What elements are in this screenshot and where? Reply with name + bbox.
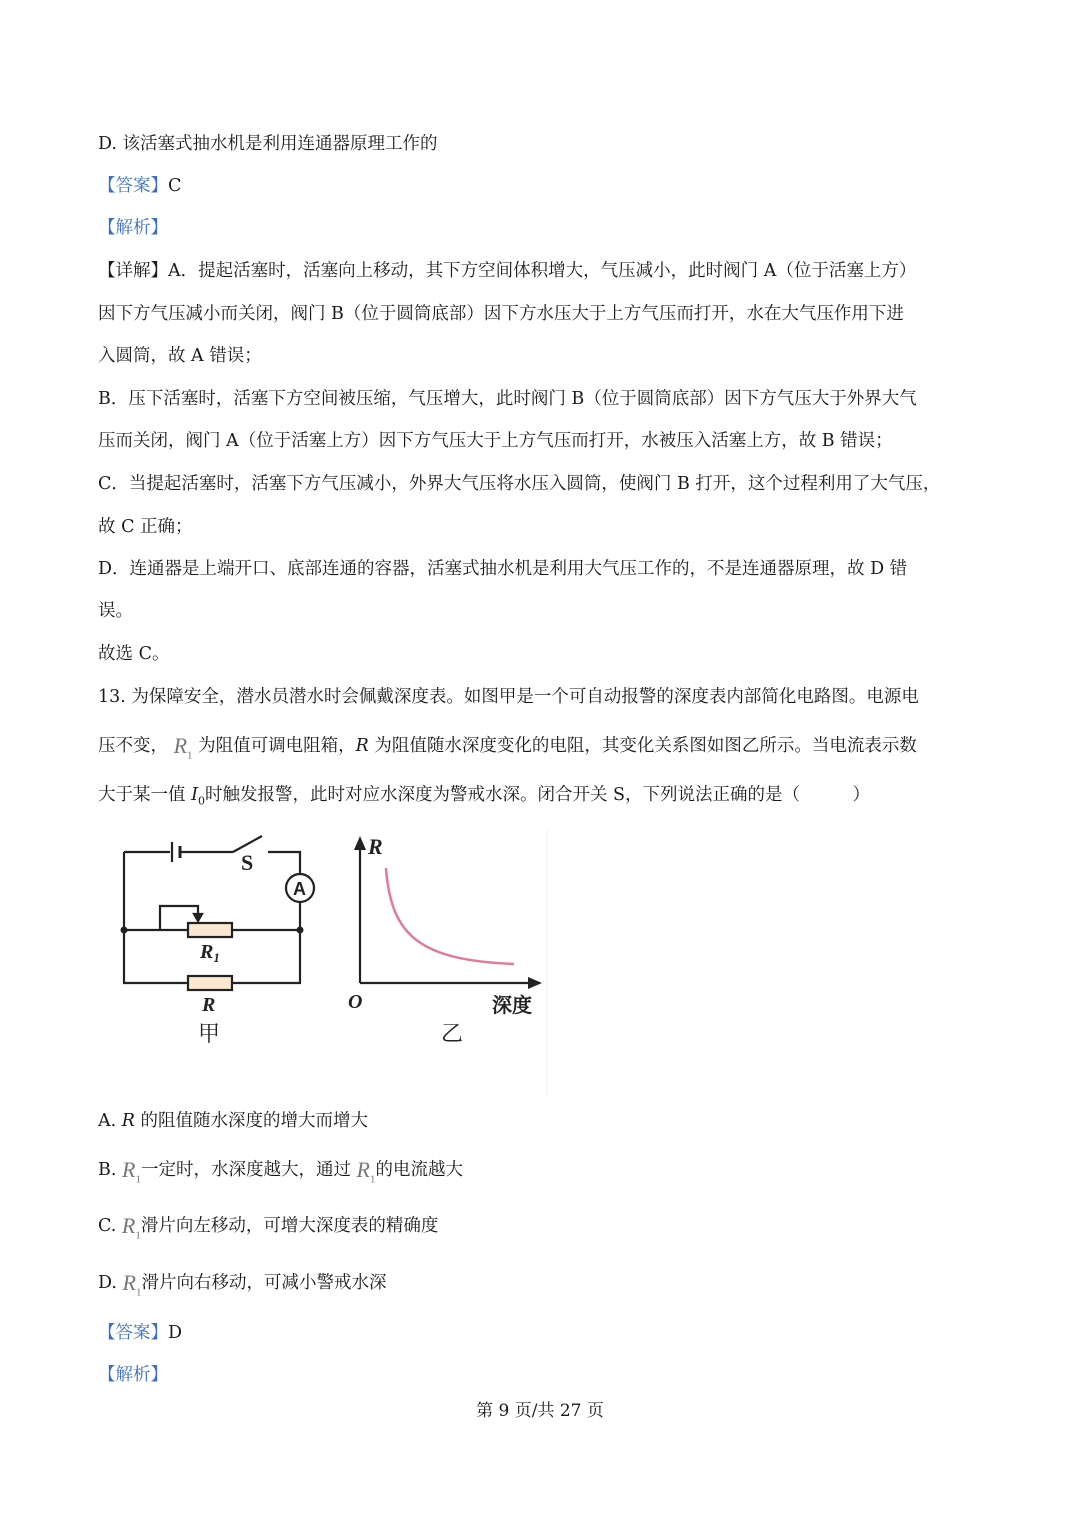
question-13-line-3: 大于某一值 $I_0$时触发报警，此时对应水深度为警戒水深。闭合开关 S，下列说法正确的是（ ） bbox=[98, 785, 871, 808]
origin-label: O bbox=[348, 991, 363, 1013]
detail-line-1: 【详解】A．提起活塞时，活塞向上移动，其下方空间体积增大，气压减小，此时阀门 A（位于活塞上方） bbox=[98, 261, 917, 281]
option-d: D. $R_1$滑片向右移动，可减小警戒水深 bbox=[98, 1271, 387, 1304]
r1-symbol: $R_1$ bbox=[121, 1213, 141, 1242]
x-axis-arrow bbox=[528, 977, 542, 989]
caption-jia: 甲 bbox=[198, 1022, 221, 1047]
resistance-curve bbox=[386, 868, 514, 964]
detail-line-9: 误。 bbox=[98, 601, 133, 621]
r1-symbol: $R_1$ bbox=[356, 1157, 376, 1186]
slider-arrow bbox=[194, 914, 202, 921]
r1-symbol: $R_1$ bbox=[173, 733, 193, 762]
detail-line-3: 入圆筒，故 A 错误； bbox=[98, 346, 262, 366]
answer-tag: 【答案】 bbox=[98, 176, 168, 196]
resistor-r1 bbox=[188, 923, 232, 937]
option-c: C. $R_1$滑片向左移动，可增大深度表的精确度 bbox=[98, 1214, 438, 1247]
r-label: R bbox=[202, 994, 216, 1016]
detail-line-10: 故选 C。 bbox=[98, 644, 170, 664]
axis-y-label: R bbox=[368, 834, 383, 859]
question-13-line-1: 13. 为保障安全，潜水员潜水时会佩戴深度表。如图甲是一个可自动报警的深度表内部简化电路图。电源电 bbox=[98, 687, 919, 707]
detail-line-4: B．压下活塞时，活塞下方空间被压缩，气压增大，此时阀门 B（位于圆筒底部）因下方气压大于外界大气 bbox=[98, 389, 917, 409]
axis-x-label: 深度 bbox=[492, 993, 532, 1017]
detail-line-8: D．连通器是上端开口、底部连通的容器，活塞式抽水机是利用大气压工作的，不是连通器原理，故 D 错 bbox=[98, 559, 908, 579]
junction-left bbox=[121, 927, 128, 934]
r1-label: $R_1$ bbox=[200, 941, 220, 965]
prev-option-d: D. 该活塞式抽水机是利用连通器原理工作的 bbox=[98, 134, 438, 154]
wire-outer-loop bbox=[124, 852, 300, 983]
resistor-r bbox=[188, 976, 232, 990]
wire-top-right bbox=[268, 852, 300, 874]
y-axis-arrow bbox=[354, 836, 366, 850]
detail-line-2: 因下方气压减小而关闭，阀门 B（位于圆筒底部）因下方水压大于上方气压而打开，水在大气压作用下进 bbox=[98, 304, 904, 324]
detail-tag: 【详解】 bbox=[98, 261, 168, 281]
answer-value: C bbox=[168, 176, 182, 196]
detail-line-7: 故 C 正确； bbox=[98, 517, 193, 537]
page-footer: 第 9 页/共 27 页 bbox=[476, 1401, 604, 1421]
junction-right bbox=[297, 927, 304, 934]
analysis-tag-2: 【解析】 bbox=[98, 1365, 168, 1385]
analysis-tag: 【解析】 bbox=[98, 218, 168, 238]
detail-line-6: C．当提起活塞时，活塞下方气压减小，外界大气压将水压入圆筒，使阀门 B 打开，这个过程利用了大气压， bbox=[98, 474, 941, 494]
depth-resistance-graph bbox=[360, 844, 534, 983]
switch-label: S bbox=[241, 850, 254, 875]
ammeter-label: A bbox=[293, 879, 306, 899]
circuit-diagram bbox=[124, 836, 314, 990]
question-figure bbox=[110, 828, 560, 1098]
caption-yi: 乙 bbox=[441, 1022, 464, 1047]
answer-line-2: 【答案】D bbox=[98, 1323, 183, 1343]
option-b: B. $R_1$一定时，水深度越大，通过 $R_1$的电流越大 bbox=[98, 1158, 463, 1191]
option-a: A. R 的阻值随水深度的增大而增大 bbox=[98, 1111, 369, 1131]
r1-symbol: $R_1$ bbox=[122, 1270, 142, 1299]
answer-line-1 bbox=[98, 174, 181, 198]
question-13-line-2: 压不变， $R_1$ 为阻值可调电阻箱，R 为阻值随水深度变化的电阻，其变化关系图如图乙所示。当电流表示数 bbox=[98, 734, 917, 767]
r1-symbol: $R_1$ bbox=[122, 1157, 141, 1186]
detail-line-5: 压而关闭，阀门 A（位于活塞上方）因下方气压大于上方气压而打开，水被压入活塞上方，故 B 错误； bbox=[98, 431, 893, 451]
